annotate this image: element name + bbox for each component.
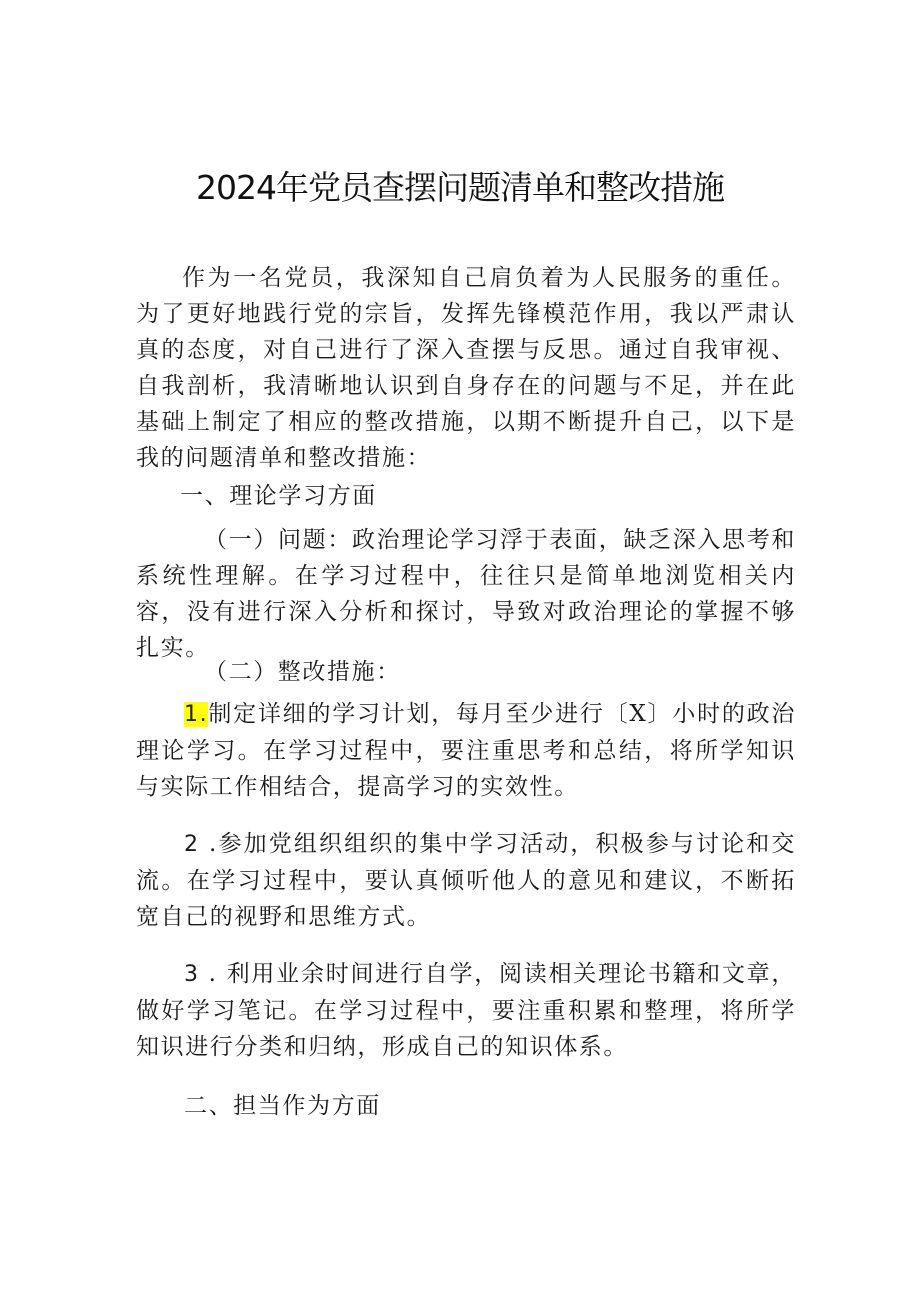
document-title: 2024年党员查摆问题清单和整改措施	[196, 168, 724, 207]
intro-paragraph: 作为一名党员，我深知自己肩负着为人民服务的重任。为了更好地践行党的宗旨，发挥先锋模范作用，我以严肃认真的态度，对自己进行了深入查摆与反思。通过自我审视、自我剖析，我清晰地认识到自身存在的问题与不足，并在此基础上制定了相应的整改措施，以期不断提升自己，以下是我的问题清单和整改措施：	[136, 265, 796, 471]
measure-item-2	[136, 826, 796, 935]
measure-number-2: 2	[184, 832, 200, 857]
section-heading-theory: 一、理论学习方面	[180, 483, 377, 509]
measure-number-3: 3	[184, 962, 200, 987]
section-heading-responsibility: 二、担当作为方面	[184, 1093, 381, 1119]
measure-item-1	[136, 696, 796, 805]
measures-heading: （二）整改措施：	[204, 659, 401, 685]
measure-text-2: .参加党组织组织的集中学习活动，积极参与讨论和交流。在学习过程中，要认真倾听他人的意见和建议，不断拓宽自己的视野和思维方式。	[136, 831, 796, 930]
issue-paragraph: （一）问题：政治理论学习浮于表面，缺乏深入思考和系统性理解。在学习过程中，往往只是简单地浏览相关内容，没有进行深入分析和探讨，导致对政治理论的掌握不够扎实。	[136, 527, 796, 661]
measure-number-1: 1.	[184, 702, 209, 727]
measure-text-1: 制定详细的学习计划，每月至少进行〔X〕小时的政治理论学习。在学习过程中，要注重思考和总结，将所学知识与实际工作相结合，提高学习的实效性。	[136, 701, 796, 800]
measure-item-3	[136, 956, 796, 1065]
measure-text-3: . 利用业余时间进行自学，阅读相关理论书籍和文章，做好学习笔记。在学习过程中，要注重积累和整理，将所学知识进行分类和归纳，形成自己的知识体系。	[136, 961, 796, 1060]
